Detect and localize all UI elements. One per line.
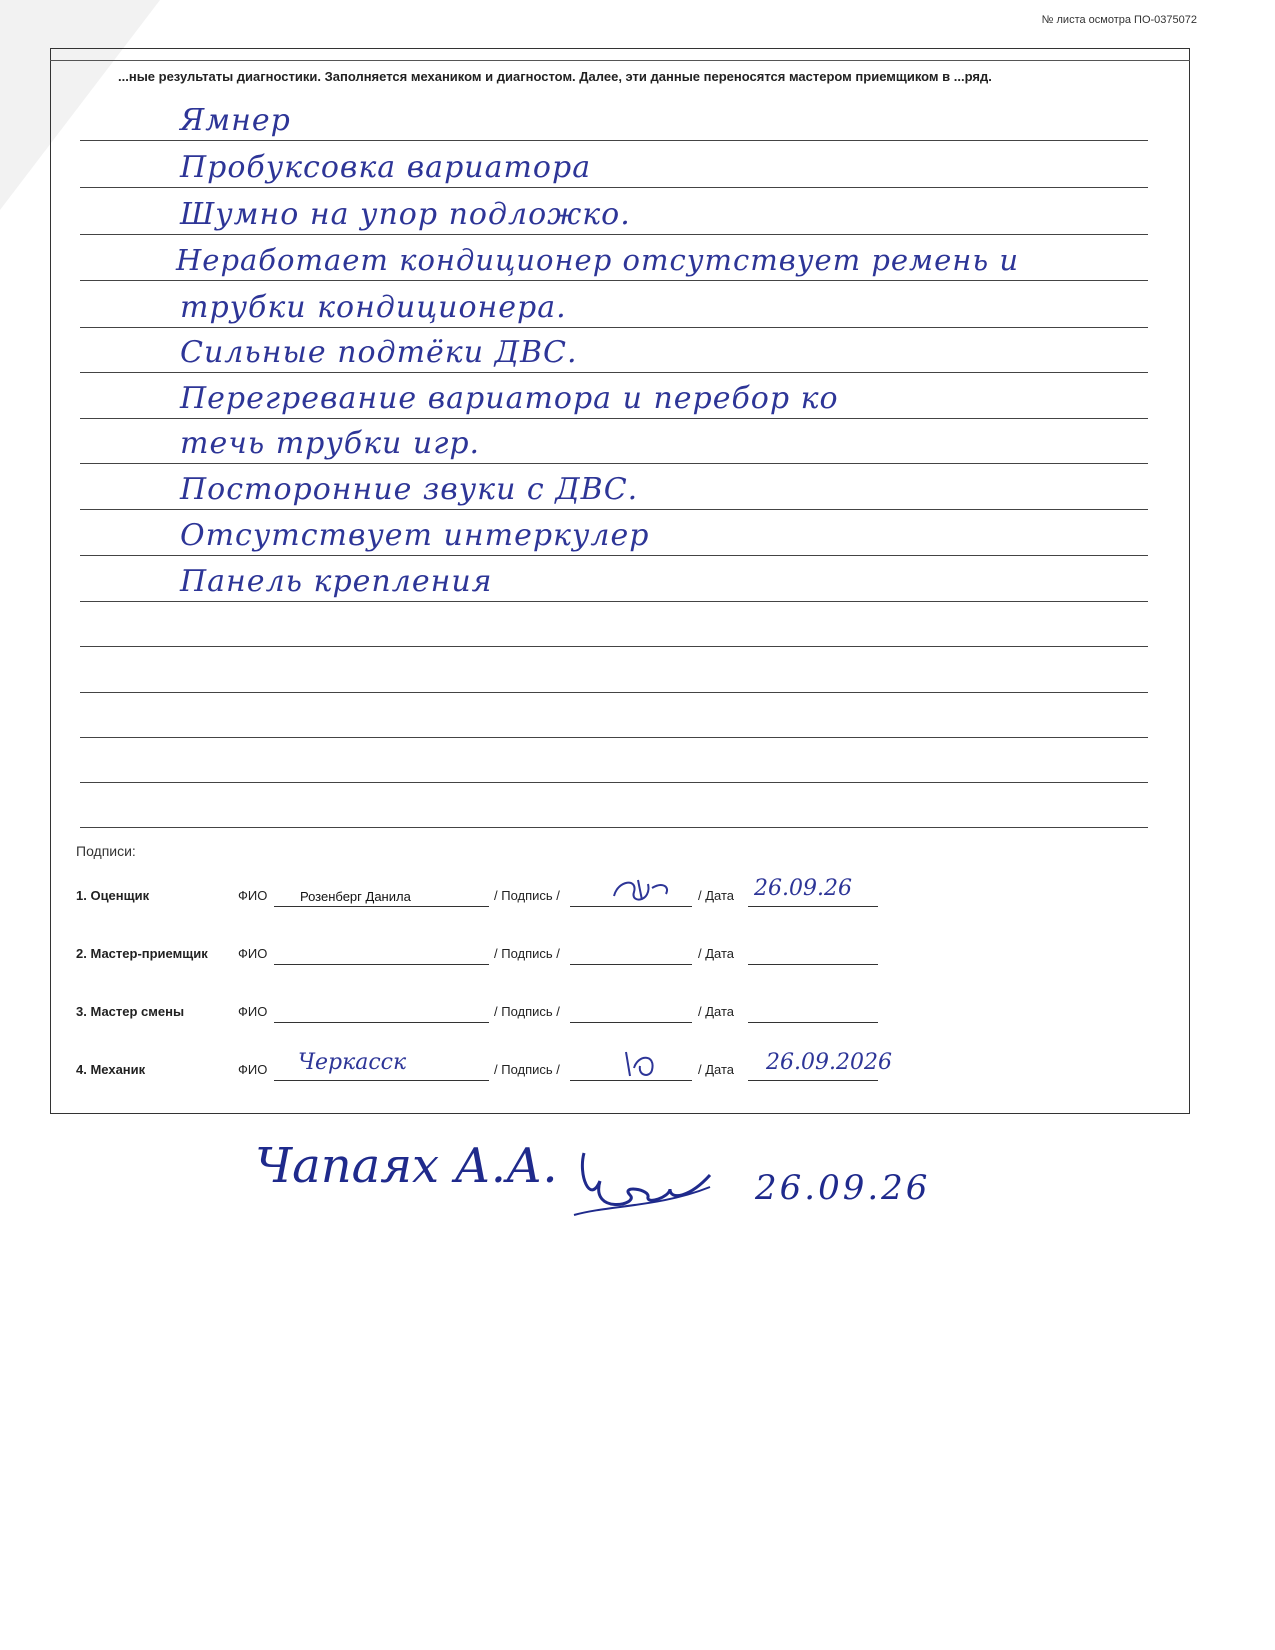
date-field[interactable]	[748, 944, 878, 965]
fio-value: Розенберг Данила	[300, 889, 411, 904]
ruled-line	[80, 327, 1148, 328]
handwritten-note: Отсутствует интеркулер	[180, 518, 650, 553]
fio-value: Черкасск	[298, 1050, 407, 1075]
sign-label: / Подпись /	[494, 888, 560, 903]
ruled-line	[80, 234, 1148, 235]
ruled-line	[80, 601, 1148, 602]
role-label: 3. Мастер смены	[76, 1004, 185, 1019]
role-label: 1. Оценщик	[76, 888, 150, 903]
bottom-signature-name: Чапаях А.А.	[255, 1138, 558, 1194]
handwritten-note: Ямнер	[180, 103, 291, 138]
ruled-line	[80, 140, 1148, 141]
handwritten-note: Шумно на упор подложко.	[180, 197, 631, 232]
date-label: / Дата	[698, 1062, 735, 1077]
signature-row-shift-master	[76, 996, 1156, 1026]
handwritten-note: Сильные подтёки ДВС.	[180, 335, 578, 370]
ruled-line	[80, 737, 1148, 738]
fio-label: ФИО	[238, 888, 268, 903]
sheet-number: № листа осмотра ПО-0375072	[1041, 14, 1197, 26]
handwritten-note: Панель крепления	[180, 564, 493, 599]
sign-label: / Подпись /	[494, 1004, 560, 1019]
sign-field[interactable]	[570, 944, 692, 965]
date-label: / Дата	[698, 1004, 735, 1019]
ruled-line	[80, 280, 1148, 281]
handwritten-note: течь трубки игр.	[180, 426, 481, 461]
handwritten-note: Посторонние звуки с ДВС.	[180, 472, 639, 507]
ruled-line	[80, 827, 1148, 828]
date-value: 26.09.26	[754, 876, 852, 901]
role-label: 2. Мастер-приемщик	[76, 946, 208, 961]
date-label: / Дата	[698, 888, 735, 903]
signatures-title: Подписи:	[76, 843, 136, 859]
sign-label: / Подпись /	[494, 946, 560, 961]
ruled-line	[80, 509, 1148, 510]
signature-row-mechanic	[76, 1050, 1156, 1084]
fio-label: ФИО	[238, 946, 268, 961]
ruled-line	[80, 463, 1148, 464]
sign-label: / Подпись /	[494, 1062, 560, 1077]
date-field[interactable]	[748, 1002, 878, 1023]
date-value: 26.09.2026	[766, 1050, 892, 1075]
bottom-signature-scribble	[570, 1145, 720, 1225]
handwritten-note: Неработает кондиционер отсутствует ремень и	[176, 243, 1020, 277]
handwritten-note: трубки кондиционера.	[180, 290, 567, 325]
sign-field[interactable]	[570, 1002, 692, 1023]
ruled-line	[80, 692, 1148, 693]
role-label: 4. Механик	[76, 1062, 146, 1077]
ruled-line	[80, 372, 1148, 373]
ruled-line	[80, 418, 1148, 419]
fio-field[interactable]	[274, 944, 489, 965]
fio-label: ФИО	[238, 1062, 268, 1077]
ruled-line	[80, 187, 1148, 188]
handwritten-note: Пробуксовка вариатора	[180, 150, 592, 185]
handwritten-note: Перегревание вариатора и перебор ко	[180, 381, 839, 416]
ruled-line	[80, 782, 1148, 783]
ruled-line	[80, 646, 1148, 647]
fio-field[interactable]	[274, 1002, 489, 1023]
ruled-line	[80, 555, 1148, 556]
date-label: / Дата	[698, 946, 735, 961]
handwritten-signature	[608, 874, 678, 908]
signature-row-appraiser	[76, 876, 1156, 910]
frame-divider	[50, 60, 1190, 61]
bottom-signature-date: 26.09.26	[755, 1168, 931, 1208]
handwritten-signature	[616, 1048, 676, 1082]
section-header: ...ные результаты диагностики. Заполняется механиком и диагностом. Далее, эти данные переносятся мастером приемщиком в ...ряд.	[118, 69, 992, 84]
signature-row-receiver	[76, 938, 1156, 968]
fio-label: ФИО	[238, 1004, 268, 1019]
